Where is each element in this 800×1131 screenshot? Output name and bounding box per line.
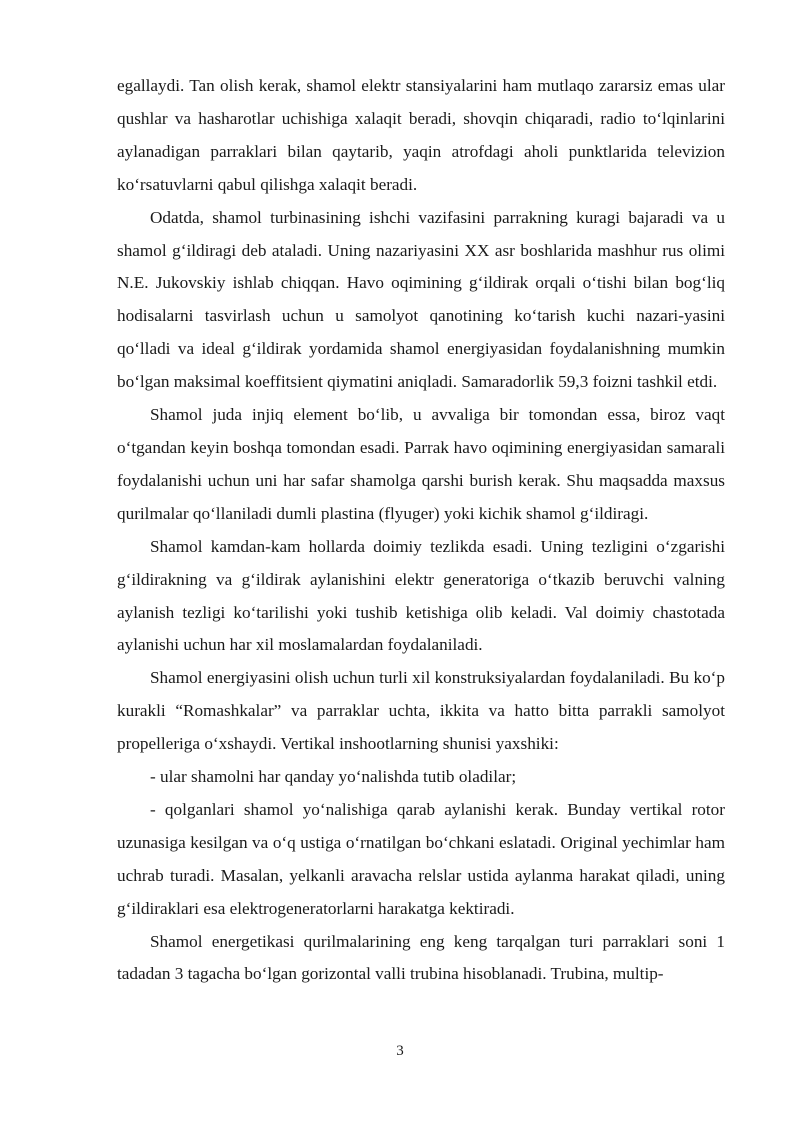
list-item-vertical-advantage: - ular shamolni har qanday yo‘nalishda tutib oladilar;	[150, 767, 517, 787]
paragraph-horizontal-turbine: Shamol energetikasi qurilmalarining eng keng tarqalgan turi parraklari soni 1 tadadan 3 tagacha bo‘lgan gorizontal valli trubina hisoblanadi. Trubina, multip-	[117, 931, 725, 984]
paragraph-wind-speed: Shamol kamdan-kam hollarda doimiy tezlikda esadi. Uning tezligini o‘zgarishi g‘ildirakning va g‘ildirak aylanishini elektr generatoriga o‘tkazib beruvchi valning aylanish tezligi ko‘tarilishi yoki tushib ketishiga olib keladi. Val doimiy chastotada aylanishi uchun har xil moslamalardan foydalaniladi.	[117, 536, 725, 655]
paragraph-wind-direction: Shamol juda injiq element bo‘lib, u avvaliga bir tomondan essa, biroz vaqt o‘tgandan keyin boshqa tomondan esadi. Parrak havo oqimining energiyasidan samarali foydalanishi uchun uni har safar shamolga qarshi burish kerak. Shu maqsadda maxsus qurilmalar qo‘llaniladi dumli plastina (flyuger) yoki kichik shamol g‘ildiragi.	[117, 405, 725, 523]
list-item-others: - qolganlari shamol yo‘nalishiga qarab aylanishi kerak. Bunday vertikal rotor uzunasiga kesilgan va o‘q ustiga o‘rnatilgan bo‘chkani eslatadi. Original yechimlar ham uchrab turadi. Masalan, yelkanli aravacha relslar ustida aylanma harakat qiladi, uning g‘ildiraklari esa elektrogeneratorlarni harakatga kektiradi.	[117, 799, 725, 918]
paragraph-wind-turbine-theory: Odatda, shamol turbinasining ishchi vazifasini parrakning kuragi bajaradi va u shamol g‘ildiragi deb ataladi. Uning nazariyasini XX asr boshlarida mashhur rus olimi N.E. Jukovskiy ishlab chiqqan. Havo oqimining g‘ildirak orqali o‘tishi bilan bog‘liq hodisalarni tasvirlash uchun u samolyot qanotining ko‘tarish kuchi nazari-yasini qo‘lladi va ideal g‘ildirak yordamida shamol energiyasidan foydalanishning mumkin bo‘lgan maksimal koeffitsient qiymatini aniqladi. Samaradorlik 59,3 foizni tashkil etdi.	[117, 207, 725, 392]
paragraph-constructions: Shamol energiyasini olish uchun turli xil konstruksiyalardan foydalaniladi. Bu ko‘p kurakli “Romashkalar” va parraklar uchta, ikkita va hatto bitta parrakli samolyot propelleriga o‘xshaydi. Vertikal inshootlarning shunisi yaxshiki:	[117, 668, 725, 754]
page-number: 3	[396, 1043, 404, 1059]
paragraph-continuation: egallaydi. Tan olish kerak, shamol elektr stansiyalarini ham mutlaqo zararsiz emas ular qushlar va hasharotlar uchishiga xalaqit beradi, shovqin chiqaradi, radio to‘lqinlarini aylanadigan parraklari bilan qaytarib, yaqin atrofdagi aholi punktlarida televizion ko‘rsatuvlarni qabul qilishga xalaqit beradi.	[117, 76, 725, 194]
document-page	[117, 70, 725, 991]
